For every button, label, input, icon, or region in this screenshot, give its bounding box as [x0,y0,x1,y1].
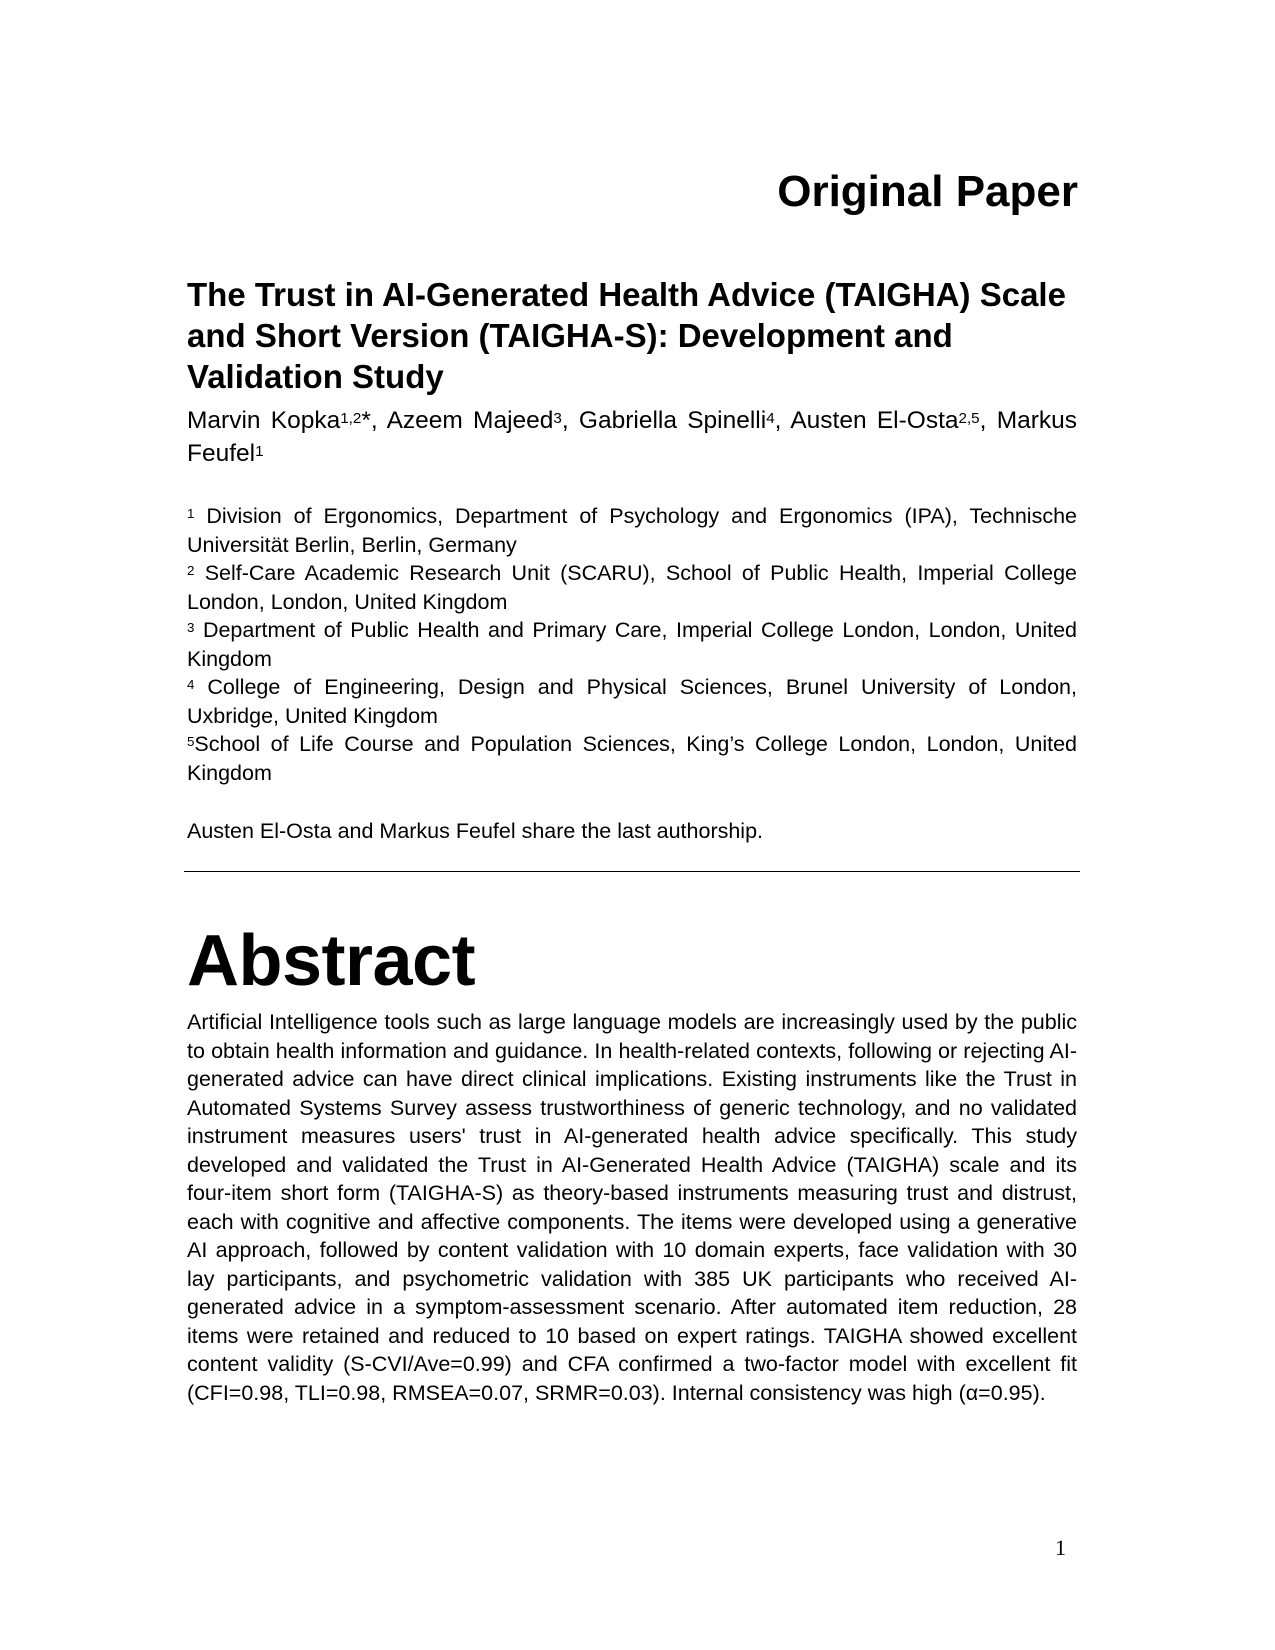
affiliation-list [187,502,1077,787]
affiliation-number: 3 [187,620,195,636]
affiliation-item [187,730,1077,787]
affiliation-text: Self-Care Academic Research Unit (SCARU), School of Public Health, Imperial College London, London, United Kingdom [187,561,1077,614]
author-name: Gabriella Spinelli [578,407,767,434]
affiliation-item [187,502,1077,559]
affiliation-text: Department of Public Health and Primary Care, Imperial College London, London, United Kingdom [187,618,1077,671]
affiliation-number: 5 [187,734,195,750]
author-name: Markus Feufel [187,407,1078,467]
author-affiliation-marker: 2,5 [958,409,980,427]
affiliation-item [187,616,1077,673]
article-type-label: Original Paper [777,167,1078,216]
author-affiliation-marker: 4 [766,409,775,427]
affiliation-text: School of Life Course and Population Sciences, King’s College London, London, United Kingdom [187,732,1077,785]
author-list [187,404,1077,470]
author-name: Marvin Kopka [187,407,341,434]
author-affiliation-marker: 3 [553,409,562,427]
author-name: Austen El-Osta [790,407,959,434]
page-number: 1 [1055,1535,1066,1560]
affiliation-text: College of Engineering, Design and Physical Sciences, Brunel University of London, Uxbridge, United Kingdom [187,675,1077,728]
author-name: Azeem Majeed [386,407,554,434]
author-separator: , [370,407,387,434]
abstract-text: Artificial Intelligence tools such as large language models are increasingly used by the public to obtain health information and guidance. In health-related contexts, following or rejecting AI-generated advice can have direct clinical implications. Existing instruments like the Trust in Automated Systems Survey assess trustworthiness of generic technology, and no validated instrument measures users' trust in AI-generated health advice specifically. This study developed and validated the Trust in AI-Generated Health Advice (TAIGHA) scale and its four-item short form (TAIGHA-S) as theory-based instruments measuring trust and distrust, each with cognitive and affective components. The items were developed using a generative AI approach, followed by content validation with 10 domain experts, face validation with 30 lay participants, and psychometric validation with 385 UK participants who received AI-generated advice in a symptom-assessment scenario. After automated item reduction, 28 items were retained and reduced to 10 based on expert ratings. TAIGHA showed excellent content validity (S-CVI/Ave=0.99) and CFA confirmed a two-factor model with excellent fit (CFI=0.98, TLI=0.98, RMSEA=0.07, SRMR=0.03). Internal consistency was high (α=0.95). [187,1010,1077,1405]
corresponding-author-mark: * [361,407,371,434]
author-separator: , [774,407,791,434]
paper-title: The Trust in AI-Generated Health Advice (TAIGHA) Scale and Short Version (TAIGHA-S): Development and Validation Study [187,276,1066,395]
author-affiliation-marker: 1 [255,442,264,460]
affiliation-text: Division of Ergonomics, Department of Psychology and Ergonomics (IPA), Technische Universität Berlin, Berlin, Germany [187,504,1077,557]
author-separator: , [561,407,579,434]
authorship-note: Austen El-Osta and Markus Feufel share the last authorship. [187,819,764,843]
affiliation-item [187,559,1077,616]
affiliation-number: 2 [187,563,195,579]
affiliation-number: 1 [187,506,195,522]
author-affiliation-marker: 1,2 [340,409,362,427]
author-separator: , [979,407,997,434]
abstract-heading: Abstract [187,921,476,1001]
affiliation-number: 4 [187,677,195,693]
affiliation-item [187,673,1077,730]
section-divider [184,871,1080,872]
